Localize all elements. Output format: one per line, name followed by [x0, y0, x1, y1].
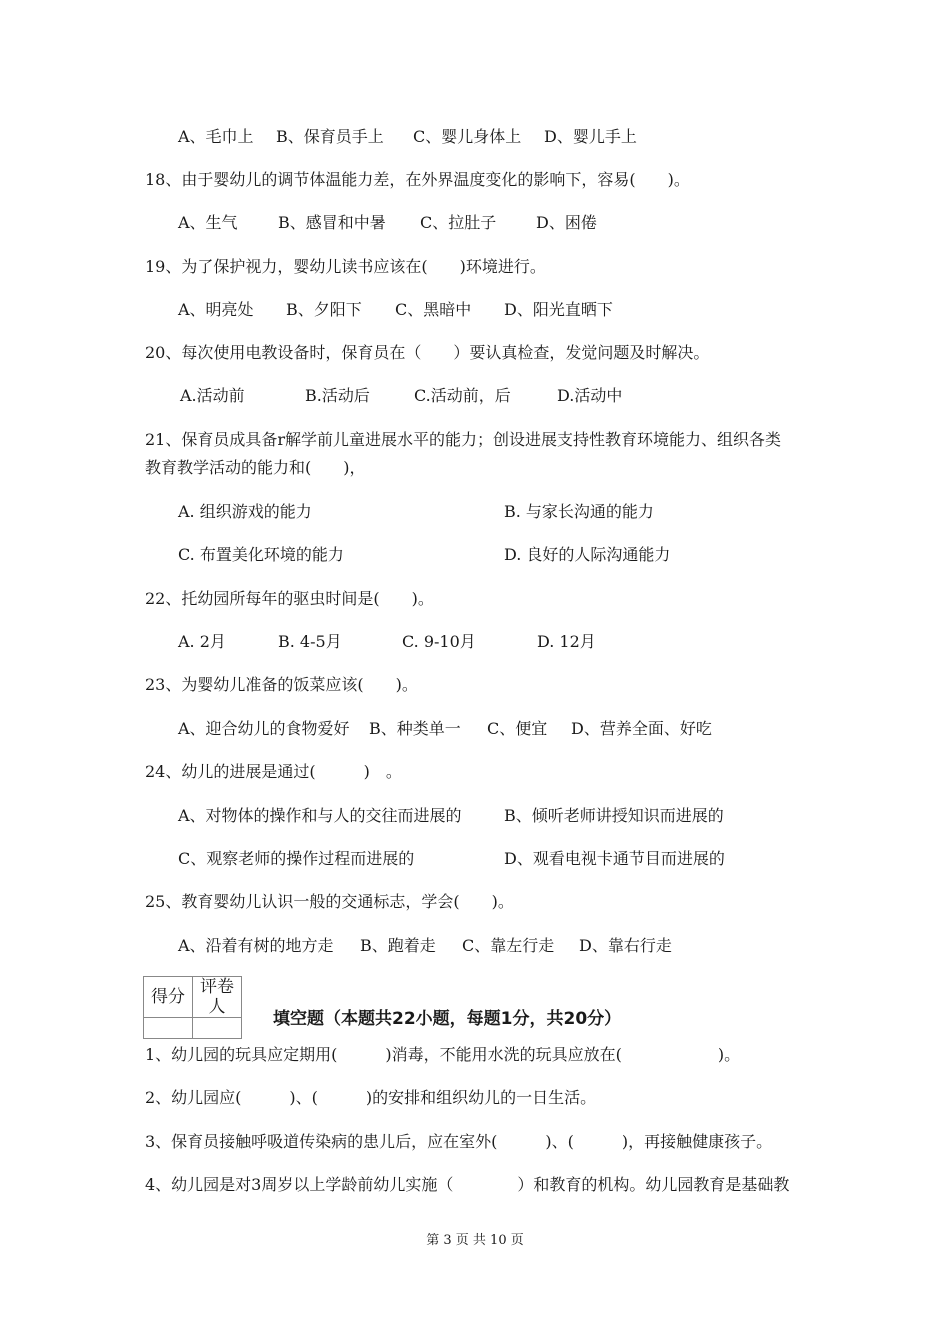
q21-option-c: C. 布置美化环境的能力	[178, 545, 344, 564]
q21-option-d: D. 良好的人际沟通能力	[504, 545, 671, 564]
q21-option-a: A. 组织游戏的能力	[178, 502, 312, 521]
q19-option-d: D、阳光直晒下	[504, 300, 613, 319]
q22-option-c: C. 9-10月	[402, 632, 476, 651]
q19-option-c: C、黑暗中	[395, 300, 472, 319]
q20-text: 20、每次使用电教设备时，保育员在（ ）要认真检查，发觉问题及时解决。	[145, 343, 710, 362]
q18-option-d: D、困倦	[536, 213, 597, 232]
q24-option-b: B、倾听老师讲授知识而进展的	[504, 806, 724, 825]
q18-text: 18、由于婴幼儿的调节体温能力差，在外界温度变化的影响下，容易( )。	[145, 170, 690, 189]
q24-option-a: A、对物体的操作和与人的交往而进展的	[178, 806, 462, 825]
q25-text: 25、教育婴幼儿认识一般的交通标志，学会( )。	[145, 892, 514, 911]
q24-option-c: C、观察老师的操作过程而进展的	[178, 849, 415, 868]
q23-option-a: A、迎合幼儿的食物爱好	[178, 719, 350, 738]
q17-option-b: B、保育员手上	[276, 127, 384, 146]
q20-option-d: D.活动中	[557, 386, 623, 405]
fill-question-1: 1、幼儿园的玩具应定期用( )消毒，不能用水洗的玩具应放在( )。	[145, 1045, 741, 1064]
score-table	[143, 976, 242, 1039]
q19-option-a: A、明亮处	[178, 300, 254, 319]
q23-text: 23、为婴幼儿准备的饭菜应该( )。	[145, 675, 418, 694]
q22-text: 22、托幼园所每年的驱虫时间是( )。	[145, 589, 434, 608]
grader-cell	[193, 1018, 242, 1039]
q25-option-a: A、沿着有树的地方走	[178, 936, 334, 955]
fill-question-4: 4、幼儿园是对3周岁以上学龄前幼儿实施（ ）和教育的机构。幼儿园教育是基础教	[145, 1175, 790, 1194]
section-title: 填空题（本题共22小题，每题1分，共20分）	[273, 1009, 622, 1029]
q23-option-b: B、种类单一	[369, 719, 461, 738]
q17-option-c: C、婴儿身体上	[413, 127, 522, 146]
q24-text: 24、幼儿的进展是通过( ) 。	[145, 762, 402, 781]
q18-option-a: A、生气	[178, 213, 238, 232]
q19-option-b: B、夕阳下	[286, 300, 362, 319]
q21-text-line2: 教育教学活动的能力和( )，	[145, 458, 366, 477]
q20-option-c: C.活动前，后	[414, 386, 511, 405]
page-footer: 第 3 页 共 10 页	[426, 1233, 524, 1248]
q25-option-b: B、跑着走	[360, 936, 436, 955]
q19-text: 19、为了保护视力，婴幼儿读书应该在( )环境进行。	[145, 257, 546, 276]
q18-option-c: C、拉肚子	[420, 213, 497, 232]
q22-option-a: A. 2月	[178, 632, 226, 651]
q25-option-d: D、靠右行走	[579, 936, 672, 955]
q23-option-c: C、便宜	[487, 719, 548, 738]
q20-option-a: A.活动前	[180, 386, 245, 405]
score-label: 得分	[144, 977, 193, 1018]
q20-option-b: B.活动后	[305, 386, 370, 405]
q22-option-b: B. 4-5月	[278, 632, 342, 651]
q23-option-d: D、营养全面、好吃	[571, 719, 712, 738]
q21-text-line1: 21、保育员成具备r解学前儿童进展水平的能力；创设进展支持性教育环境能力、组织各类	[145, 430, 782, 449]
score-cell	[144, 1018, 193, 1039]
q18-option-b: B、感冒和中暑	[278, 213, 386, 232]
q17-option-d: D、婴儿手上	[544, 127, 637, 146]
q22-option-d: D. 12月	[537, 632, 596, 651]
q21-option-b: B. 与家长沟通的能力	[504, 502, 654, 521]
fill-question-2: 2、幼儿园应( )、( )的安排和组织幼儿的一日生活。	[145, 1088, 597, 1107]
q24-option-d: D、观看电视卡通节目而进展的	[504, 849, 725, 868]
grader-label: 评卷人	[193, 977, 242, 1018]
fill-question-3: 3、保育员接触呼吸道传染病的患儿后，应在室外( )、( )，再接触健康孩子。	[145, 1132, 773, 1151]
q25-option-c: C、靠左行走	[462, 936, 555, 955]
q17-option-a: A、毛巾上	[178, 127, 254, 146]
